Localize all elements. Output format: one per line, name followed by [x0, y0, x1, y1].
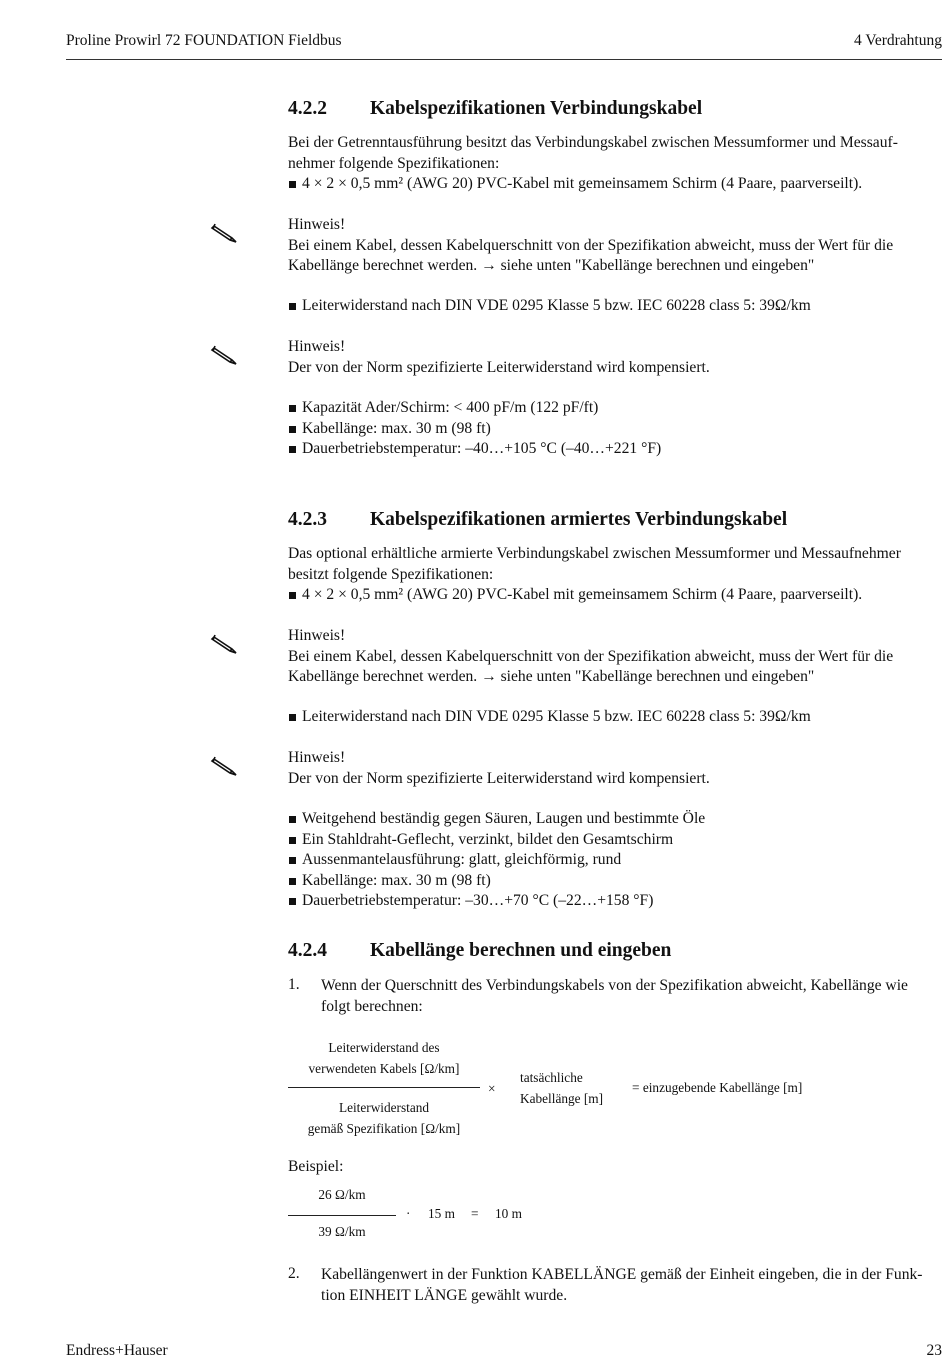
note-block [288, 626, 943, 688]
bullet-list [288, 174, 943, 195]
note-block [288, 337, 943, 378]
formula-denominator [288, 1098, 480, 1139]
formula-text: Kabellänge [m] [520, 1090, 604, 1106]
list-item: Kabellänge: max. 30 m (98 ft) [288, 419, 943, 440]
step-text [321, 1265, 943, 1306]
section-intro [288, 544, 943, 585]
list-item: Kapazität Ader/Schirm: < 400 pF/m (122 pF/ft) [288, 398, 943, 419]
formula-text: verwendeten Kabels [Ω/km] [308, 1060, 460, 1076]
note-text: Bei einem Kabel, dessen Kabelquerschnitt von der Spezifikation abweicht, muss der Wert für die [288, 647, 894, 665]
bullet-list [288, 398, 943, 460]
pencil-note-icon [210, 631, 242, 657]
note-text: Der von der Norm spezifizierte Leiterwiderstand wird kompensiert. [288, 769, 710, 787]
section-heading-4-2-4 [288, 940, 943, 962]
pencil-note-icon [210, 753, 242, 779]
intro-line: nehmer folgende Spezifikationen: [288, 154, 500, 172]
list-item: Weitgehend beständig gegen Säuren, Laugen und bestimmte Öle [288, 809, 943, 830]
section-title: Kabellänge berechnen und eingeben [370, 940, 672, 961]
formula-factor [520, 1068, 603, 1109]
section-heading-4-2-3 [288, 509, 943, 531]
formula-text: tatsächliche [520, 1070, 583, 1085]
section-number: 4.2.2 [288, 98, 327, 119]
fraction-line [288, 1215, 396, 1216]
section-number: 4.2.4 [288, 940, 327, 961]
note-title: Hinweis! [288, 338, 346, 355]
formula-text: Leiterwiderstand [338, 1100, 430, 1115]
example-denominator: 39 Ω/km [318, 1224, 366, 1239]
step-line: folgt berechnen: [321, 997, 423, 1015]
footer-brand: Endress+Hauser [66, 1342, 168, 1359]
example-numerator: 26 Ω/km [318, 1187, 366, 1202]
note-text: Kabellänge berechnet werden. → siehe unten "Kabellänge berechnen und eingeben" [288, 257, 815, 274]
list-item: Dauerbetriebstemperatur: –30…+70 °C (–22…+158 °F) [288, 891, 943, 912]
step-line: tion EINHEIT LÄNGE gewählt wurde. [321, 1286, 568, 1304]
bullet-list [288, 707, 943, 728]
intro-line: besitzt folgende Spezifikationen: [288, 565, 494, 583]
section-number: 4.2.3 [288, 509, 327, 530]
header-left: Proline Prowirl 72 FOUNDATION Fieldbus [66, 32, 342, 49]
step-text [321, 976, 943, 1017]
example-length: 15 m [428, 1206, 455, 1221]
note-title: Hinweis! [288, 627, 346, 644]
note-block [288, 215, 943, 277]
list-item: Leiterwiderstand nach DIN VDE 0295 Klasse 5 bzw. IEC 60228 class 5: 39Ω/km [288, 296, 943, 317]
list-item: 4 × 2 × 0,5 mm² (AWG 20) PVC-Kabel mit gemeinsamem Schirm (4 Paare, paarverseilt). [288, 174, 943, 195]
bullet-list [288, 296, 943, 317]
note-title: Hinweis! [288, 749, 346, 766]
header-rule [66, 59, 942, 60]
bullet-list [288, 585, 943, 606]
example-result: 10 m [495, 1206, 522, 1221]
multiply-dot: · [406, 1206, 411, 1221]
example-label: Beispiel: [288, 1158, 344, 1175]
times-sign: × [488, 1081, 496, 1096]
header-right: 4 Verdrahtung [854, 32, 942, 49]
list-item: 4 × 2 × 0,5 mm² (AWG 20) PVC-Kabel mit gemeinsamem Schirm (4 Paare, paarverseilt). [288, 585, 943, 606]
list-item: Dauerbetriebstemperatur: –40…+105 °C (–40…+221 °F) [288, 439, 943, 460]
formula-text: gemäß Spezifikation [Ω/km] [307, 1120, 461, 1136]
note-text: Der von der Norm spezifizierte Leiterwiderstand wird kompensiert. [288, 358, 710, 376]
pencil-note-icon [210, 220, 242, 246]
section-intro [288, 133, 943, 174]
step-number: 1. [288, 976, 300, 993]
list-item: Ein Stahldraht-Geflecht, verzinkt, bildet den Gesamtschirm [288, 830, 943, 851]
list-item: Aussenmantelausführung: glatt, gleichförmig, rund [288, 850, 943, 871]
list-item: Kabellänge: max. 30 m (98 ft) [288, 871, 943, 892]
step-line: Kabellängenwert in der Funktion KABELLÄNGE gemäß der Einheit eingeben, die in der Funk- [321, 1266, 923, 1283]
page-number: 23 [926, 1342, 942, 1359]
section-title: Kabelspezifikationen Verbindungskabel [370, 98, 703, 119]
formula-text: Leiterwiderstand des [328, 1040, 440, 1055]
step-line: Wenn der Querschnitt des Verbindungskabels von der Spezifikation abweicht, Kabellänge wie [321, 977, 908, 994]
formula-numerator [288, 1038, 480, 1079]
note-text: Kabellänge berechnet werden. → siehe unten "Kabellänge berechnen und eingeben" [288, 668, 815, 685]
formula-result: = einzugebende Kabellänge [m] [632, 1080, 803, 1095]
note-block [288, 748, 943, 789]
intro-line: Bei der Getrenntausführung besitzt das Verbindungskabel zwischen Messumformer und Messauf- [288, 134, 898, 151]
section-title: Kabelspezifikationen armiertes Verbindungskabel [370, 509, 788, 530]
bullet-list [288, 809, 943, 912]
note-text: Bei einem Kabel, dessen Kabelquerschnitt von der Spezifikation abweicht, muss der Wert für die [288, 236, 894, 254]
pencil-note-icon [210, 342, 242, 368]
intro-line: Das optional erhältliche armierte Verbindungskabel zwischen Messumformer und Messaufnehmer [288, 545, 901, 562]
fraction-line [288, 1087, 480, 1088]
equals-sign: = [471, 1206, 479, 1221]
list-item: Leiterwiderstand nach DIN VDE 0295 Klasse 5 bzw. IEC 60228 class 5: 39Ω/km [288, 707, 943, 728]
note-title: Hinweis! [288, 216, 346, 233]
section-heading-4-2-2 [288, 98, 943, 120]
step-number: 2. [288, 1265, 300, 1282]
